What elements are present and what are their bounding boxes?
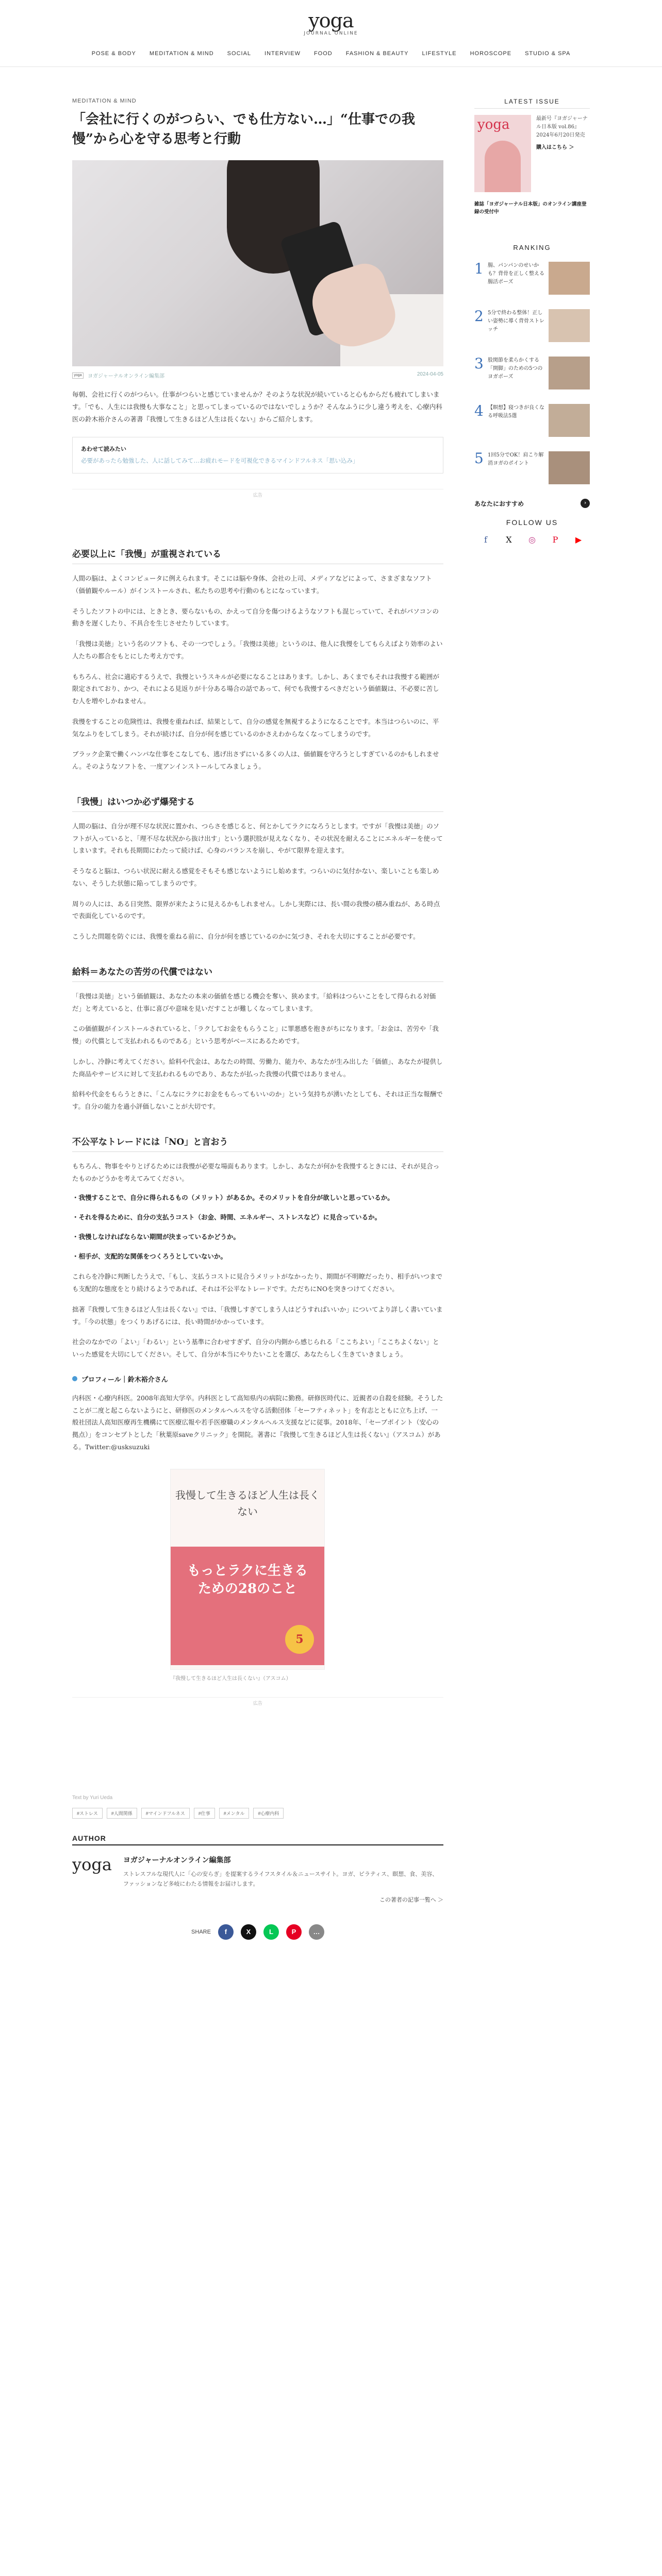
paragraph: 社会のなかでの「よい」「わるい」という基準に合わせすぎず、自分の内側から感じられる「ここちよい」「ここちよくない」といった感覚を大切にしてください。そして、自分が本当にやりたいことを選び、あなたらしく生きていきましょう。 [72, 1338, 439, 1359]
checklist-item: ・我慢することで、自分に得られるもの（メリット）があるか。そのメリットを自分が欲しいと思っているか。 [72, 1194, 394, 1202]
ranking-item[interactable] [474, 309, 590, 344]
paragraph: 人間の脳は、自分が理不尽な状況に置かれ、つらさを感じると、何とかしてラクになろうとします。ですが「我慢は美徳」のソフトが入っていると、「理不尽な状況から抜け出す」という選択肢が見えなくなり、その状況を耐えることにエネルギーを使ってしまいます。それも長期間にわたって続けば、心身のバランスを崩し、やがて限界を迎えます。 [72, 822, 443, 855]
paragraph: この価値観がインストールされていると、「ラクしてお金をもらうこと」に罪悪感を抱きがちになります。「お金は、苦労や「我慢」の代償として支払われるものである」という思考がベースにあるためです。 [72, 1025, 439, 1045]
paragraph: 我慢をすることの危険性は、我慢を重ねれば、結果として、自分の感覚を無視するようになることです。本当はつらいのに、平気なふりをしてしまう。それが続けば、自分が何を感じているのかさえわからなくなってしまうのです。 [72, 717, 439, 738]
paragraph: 「我慢は美徳」という価値観は、あなたの本来の価値を感じる機会を奪い、狭めます。「給料はつらいことをして得られる対価だ」と考えていると、仕事に喜びや意味を見いだすことが難しくなってしまいます。 [72, 992, 436, 1012]
line-share-icon[interactable]: L [263, 1924, 279, 1940]
nav-item-lifestyle[interactable]: LIFESTYLE [422, 50, 457, 57]
arrow-right-icon: › [581, 499, 590, 508]
profile-heading [72, 1374, 443, 1384]
profile-dot-icon [72, 1376, 77, 1381]
recommend-link[interactable] [474, 499, 590, 508]
tag-item[interactable]: #マインドフルネス [141, 1808, 190, 1819]
ranking-list [474, 262, 590, 486]
facebook-share-icon[interactable]: f [218, 1924, 234, 1940]
youtube-icon[interactable]: ▶ [575, 535, 582, 545]
tag-item[interactable]: #心療内科 [253, 1808, 284, 1819]
related-label: あわせて読みたい [81, 446, 126, 452]
ranking-thumbnail [549, 262, 590, 295]
nav-item-fashion-beauty[interactable]: FASHION & BEAUTY [345, 50, 409, 57]
paragraph: こうした問題を防ぐには、我慢を重ねる前に、自分が何を感じているのかに気づき、それを大切にすることが必要です。 [72, 933, 420, 941]
ranking-number: 3 [474, 355, 484, 372]
latest-issue-heading: LATEST ISSUE [474, 98, 590, 109]
nav-item-social[interactable]: SOCIAL [227, 50, 252, 57]
section-1 [72, 547, 443, 773]
magazine-cover-image[interactable]: yoga [474, 115, 531, 192]
tag-item[interactable]: #メンタル [219, 1808, 250, 1819]
paragraph: 周りの人には、ある日突然、限界が来たように見えるかもしれません。しかし実際には、長い間の我慢の積み重ねが、ある時点で表面化しているのです。 [72, 900, 440, 920]
hero-image [72, 160, 443, 366]
ranking-number: 1 [474, 260, 484, 278]
ranking-item[interactable] [474, 262, 590, 297]
ranking-heading: RANKING [513, 244, 551, 252]
ad-slot-bottom: 広告 [72, 1697, 443, 1733]
book-cover-top: 我慢して生きるほど人生は長くない [175, 1488, 320, 1518]
section-heading: 必要以上に「我慢」が重視されている [72, 547, 443, 564]
ranking-thumbnail [549, 404, 590, 437]
ranking-text: 股関節を柔らかくする「開脚」のための5つのヨガポーズ [488, 358, 543, 380]
ranking-number: 5 [474, 450, 484, 467]
more-share-icon[interactable]: … [309, 1924, 324, 1940]
paragraph: 人間の脳は、よくコンピュータに例えられます。そこには脳や身体、会社の上司、メディアなどによって、さまざまなソフト（価値観やルール）がインストールされ、私たちの思考や行動のもとになっています。 [72, 574, 432, 595]
nav-item-studio-spa[interactable]: STUDIO & SPA [525, 50, 571, 57]
x-share-icon[interactable]: X [241, 1924, 256, 1940]
text-credit: Text by Yuri Ueda [72, 1794, 113, 1801]
course-banner[interactable] [474, 200, 590, 216]
x-icon[interactable]: X [506, 535, 512, 545]
site-logo[interactable]: yoga [308, 9, 354, 32]
tag-item[interactable]: #人間関係 [107, 1808, 137, 1819]
follow-heading: FOLLOW US [506, 518, 558, 527]
share-label: SHARE [191, 1929, 211, 1936]
book-cover-badge: 5 [285, 1625, 314, 1654]
section-3 [72, 964, 443, 1113]
share-bar [72, 1924, 443, 1940]
ranking-item[interactable] [474, 357, 590, 392]
site-logo-sub: JOURNAL ONLINE [304, 31, 358, 36]
tag-item[interactable]: #仕事 [194, 1808, 215, 1819]
paragraph: これらを冷静に判断したうえで、「もし、支払うコストに見合うメリットがなかったり、期間が不明瞭だったり、相手がいつまでも支配的な態度をとり続けるようであれば、それは不公平なトレードです。ただちにNOを突きつけてください。 [72, 1273, 443, 1293]
nav-item-food[interactable]: FOOD [313, 50, 333, 57]
recommend-label: あなたにおすすめ [474, 500, 524, 507]
profile-text: 内科医・心療内科医。2008年高知大学卒。内科医として高知県内の病院に勤務。研修医時代に、近親者の自殺を経験。そうしたことが二度と起こらないようにと、研修医のメンタルヘルスを守る活動団体「セーフティネット」を有志とともに立ち上げ、一般社団法人高知医療再生機構にて医療広報や若手医療職のメンタルヘルス支援などに従事。2018年、「セーブポイント（安心の拠点）」をコンセプトとした「秋葉原saveクリニック」を開院。著書に『我慢して生きるほど人生は長くない』（アスコム）がある。Twitter:@usksuzuki [72, 1394, 443, 1451]
ranking-number: 4 [474, 402, 484, 420]
article-lead: 毎朝、会社に行くのがつらい。仕事がつらいと感じていませんか？そのような状況が続いていると心もからだも疲れてしまいます。「でも、人生には我慢も大事なこと」と思ってしまっているのではないでしょうか？そんなふうに少し違う考えを、心療内科医の鈴木裕介さんの著書『我慢して生きるほど人生は長くない』からご紹介します。 [72, 391, 442, 423]
author-avatar: yoga [72, 372, 84, 379]
site-header [0, 0, 662, 67]
ranking-thumbnail [549, 357, 590, 389]
section-4 [72, 1134, 443, 1361]
article-main [72, 98, 443, 1940]
buy-link[interactable]: 購入はこちら ＞ [536, 145, 574, 150]
ranking-number: 2 [474, 308, 484, 325]
paragraph: そうしたソフトの中には、ときとき、要らないもの、かえって自分を傷つけるようなソフトも混じっていて、それがパソコンの動きを遅くしたり、不具合を生じさせたりしています。 [72, 607, 439, 628]
related-link[interactable]: 必要があったら勉強した、人に話してみて…お疲れモードを可視化できるマインドフルネス「思い込み」 [81, 456, 359, 464]
course-banner-text: 雑誌「ヨガジャーナル日本版」のオンライン講座登録の受付中 [474, 201, 587, 215]
paragraph: もちろん、社会に適応するうえで、我慢というスキルが必要になることはあります。しかし、あくまでもそれは我慢する範囲が限定されており、かつ、それによる見返りが十分ある場合の話であって、何でも我慢するべきだという価値観は、不必要に苦しむ人を増やしかねません。 [72, 672, 439, 705]
sidebar [474, 98, 590, 545]
author-more-link[interactable]: この著者の記事一覧へ ＞ [379, 1897, 443, 1904]
related-box [72, 437, 443, 474]
checklist-item: ・我慢しなければならない期間が決まっているかどうか。 [72, 1232, 240, 1241]
author-logo: yoga [72, 1854, 112, 1874]
paragraph: ブラック企業で働くハンパな仕事をこなしても、逃げ出さずにいる多くの人は、価値観を守ろうとしすぎているのかもしれません。そのようなソフトを、一度アンインストールしてみましょう。 [72, 750, 439, 771]
article-credit [72, 371, 443, 379]
paragraph: しかし、冷静に考えてください。給料や代金は、あなたの時間、労働力、能力や、あなたが生み出した「価値」、あなたが提供した商品やサービスに対して支払われるものであり、あなたが払った我慢の代償ではありません。 [72, 1057, 443, 1078]
paragraph: 給料や代金をもらうときに、「こんなにラクにお金をもらってもいいのか」という気持ちが湧いたとしても、それは正当な報酬です。自分の能力を過小評価しないことが大切です。 [72, 1090, 443, 1111]
instagram-icon[interactable]: ◎ [528, 535, 536, 545]
section-heading: 給料＝あなたの苦労の代償ではない [72, 964, 443, 982]
ranking-text: 腸、パンパンのせいかも？背骨を正しく整える腸活ポーズ [488, 263, 544, 285]
checklist-item: ・相手が、支配的な関係をつくろうとしていないか。 [72, 1252, 227, 1260]
nav-item-interview[interactable]: INTERVIEW [264, 50, 301, 57]
ranking-text: 1回5分でOK！肩こり解消ヨガのポイント [488, 452, 544, 467]
nav-item-horoscope[interactable]: HOROSCOPE [470, 50, 512, 57]
nav-item-meditation[interactable]: MEDITATION & MIND [149, 50, 214, 57]
pinterest-icon[interactable]: P [552, 535, 558, 545]
section-heading: 「我慢」はいつか必ず爆発する [72, 794, 443, 812]
latest-issue [474, 115, 590, 192]
profile-heading-text: プロフィール｜鈴木裕介さん [81, 1376, 168, 1384]
main-nav [0, 50, 662, 57]
tag-item[interactable]: #ストレス [72, 1808, 103, 1819]
nav-item-pose-body[interactable]: POSE & BODY [91, 50, 136, 57]
author-card [72, 1855, 443, 1890]
paragraph: そうなると脳は、つらい状況に耐える感覚をそもそも感じないようにし始めます。つらいのに気付かない、楽しいことも楽しめない、そうした状態に陥ってしまうのです。 [72, 867, 439, 887]
social-links [474, 535, 590, 545]
checklist-item: ・それを得るために、自分の支払うコスト（お金、時間、エネルギー、ストレスなど）に見合っているか。 [72, 1213, 382, 1222]
issue-text: 最新号『ヨガジャーナル日本版 vol.86』2024年6月20日発売 [536, 116, 588, 138]
author-desc: ストレスフルな現代人に「心の安らぎ」を提案するライフスタイル＆ニュースサイト。ヨガ、ピラティス、瞑想、食、美容、ファッションなど多岐にわたる情報をお届けします。 [123, 1870, 438, 1888]
ranking-item[interactable] [474, 404, 590, 439]
ranking-item[interactable] [474, 451, 590, 486]
section-heading: 不公平なトレードには「NO」と言おう [72, 1134, 443, 1152]
paragraph: 「我慢は美徳」という名のソフトも、その一つでしょう。「我慢は美徳」というのは、他人に我慢をしてもらえばより効率のよい人たちの都合をもとにした考え方です。 [72, 640, 443, 660]
publish-date: 2024-04-05 [417, 371, 443, 378]
ranking-text: 【瞑想】寝つきが良くなる呼吸法5選 [488, 405, 544, 419]
ranking-thumbnail [549, 309, 590, 342]
ranking-text: 5分で終わる整体！正しい姿勢に導く背骨ストレッチ [488, 310, 544, 333]
ad-slot: 広告 [72, 489, 443, 525]
section-2 [72, 794, 443, 943]
paragraph: もちろん、物事をやりとげるためには我慢が必要な場面もあります。しかし、あなたが何かを我慢するときには、それが見合ったものかどうかを考えてみてください。 [72, 1162, 440, 1182]
article-title: 「会社に行くのがつらい、でも仕方ない…」“仕事での我慢”から心を守る思考と行動 [72, 112, 415, 147]
author-org[interactable]: ヨガジャーナルオンライン編集部 [123, 1856, 231, 1865]
author-name[interactable]: ヨガジャーナルオンライン編集部 [88, 374, 164, 380]
book-cover-image[interactable] [170, 1469, 325, 1670]
pinterest-share-icon[interactable]: P [286, 1924, 302, 1940]
facebook-icon[interactable]: f [484, 535, 487, 545]
ranking-thumbnail [549, 451, 590, 484]
paragraph: 拙著『我慢して生きるほど人生は長くない』では、「我慢しすぎてしまう人はどうすればいいか」についてより詳しく書いています。「今の状態」をつくりあげるには、長い時間がかかっています。 [72, 1305, 443, 1326]
book-caption: 『我慢して生きるほど人生は長くない』（アスコム） [170, 1675, 291, 1682]
article-category[interactable]: MEDITATION & MIND [72, 98, 137, 104]
tag-list [72, 1808, 443, 1819]
book-cover-main: もっとラクに生きるための28のこと [187, 1563, 308, 1597]
author-section-heading: AUTHOR [72, 1834, 443, 1845]
